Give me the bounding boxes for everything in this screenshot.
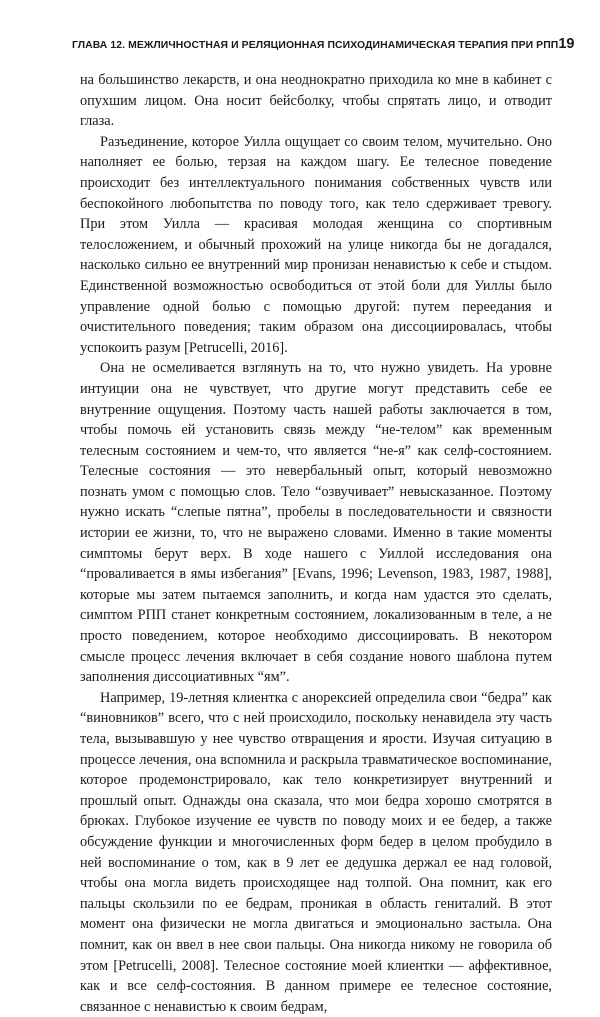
paragraph-continuation: на большинство лекарств, и она неоднократно приходила ко мне в кабинет с опухшим лицом. Она носит бейсболку, чтобы спрятать лицо, и отводит глаза. xyxy=(80,72,552,130)
running-title: ГЛАВА 12. МЕЖЛИЧНОСТНАЯ И РЕЛЯЦИОННАЯ ПСИХОДИНАМИЧЕСКАЯ ТЕРАПИЯ ПРИ РПП xyxy=(72,40,559,51)
page-number: 19 xyxy=(558,36,575,52)
paragraph: Разъединение, которое Уилла ощущает со своим телом, мучительно. Оно наполняет ее болью, терзая на каждом шагу. Ее телесное поведение происходит без интеллектуального понимания собственных чувств или беспокойного любопытства по поводу того, как тело сдерживает тревогу. При этом Уилла — красивая молодая женщина со спортивным телосложением, и обычный прохожий на улице никогда бы не догадался, насколько сильно ее внутренний мир пронизан ненавистью к себе и стыдом. Единственной возможностью освободиться от этой боли для Уиллы было управление одной болью с помощью другой: путем переедания и очистительного поведения; таким образом она диссоциировалась, чтобы успокоить разум [Petrucelli, 2016]. xyxy=(80,133,552,356)
paragraph: Она не осмеливается взглянуть на то, что нужно увидеть. На уровне интуиции она не чувствует, что другие могут представить себе ее внутренние ощущения. Поэтому часть нашей работы заключается в том, чтобы помочь ей установить связь между “не-телом” как временным телесным состоянием и чем-то, что является “не-я” как селф-состоянием. Телесные состояния — это невербальный опыт, который невозможно познать умом с помощью слов. Тело “озвучивает” невысказанное. Поэтому нужно искать “слепые пятна”, пробелы в последовательности и связности истории ее жизни, то, что не выражено словами. Именно в такие моменты симптомы берут верх. В ходе нашего с Уиллой исследования она “проваливается в ямы избегания” [Evans, 1996; Levenson, 1983, 1987, 1988], которые мы затем пытаемся заполнить, и когда нам удастся это сделать, симптом РПП станет конкретным состоянием, локализованным в теле, а не просто поведением, которое необходимо диссоциировать. В некотором смысле процесс лечения включает в себя создание нового шаблона путем заполнения диссоциативных “ям”. xyxy=(80,360,552,686)
paragraph: Например, 19-летняя клиентка с анорексией определила свои “бедра” как “виновников” всего, что с ней происходило, поскольку ненавидела эту часть тела, вызывавшую у нее чувство отвращения и ярости. Изучая ситуацию в процессе лечения, она вспомнила и раскрыла травматическое воспоминание, которое продемонстрировало, как тело конкретизирует внутренний и прошлый опыт. Однажды она сказала, что мои бедра хорошо смотрятся в брюках. Глубокое изучение ее чувств по поводу моих и ее бедер, а также обсуждение функции и многочисленных форм бедер в целом пробудило в ней воспоминание о том, как в 9 лет ее дедушка держал ее над головой, чтобы она могла видеть происходящее над толпой. Она помнит, как его пальцы скользили по ее бедрам, проникая в область гениталий. В этот момент она физически не могла двигаться и эмоционально застыла. Она помнит, как он ввел в нее свои пальцы. Она никогда никому не говорила об этом [Petrucelli, 2008]. Телесное состояние моей клиентки — аффективное, как и все селф-состояния. В данном примере ее телесное состояние, связанное с ненавистью к своим бедрам, xyxy=(80,689,552,1015)
page-header xyxy=(72,36,575,58)
body-text xyxy=(80,70,552,1017)
